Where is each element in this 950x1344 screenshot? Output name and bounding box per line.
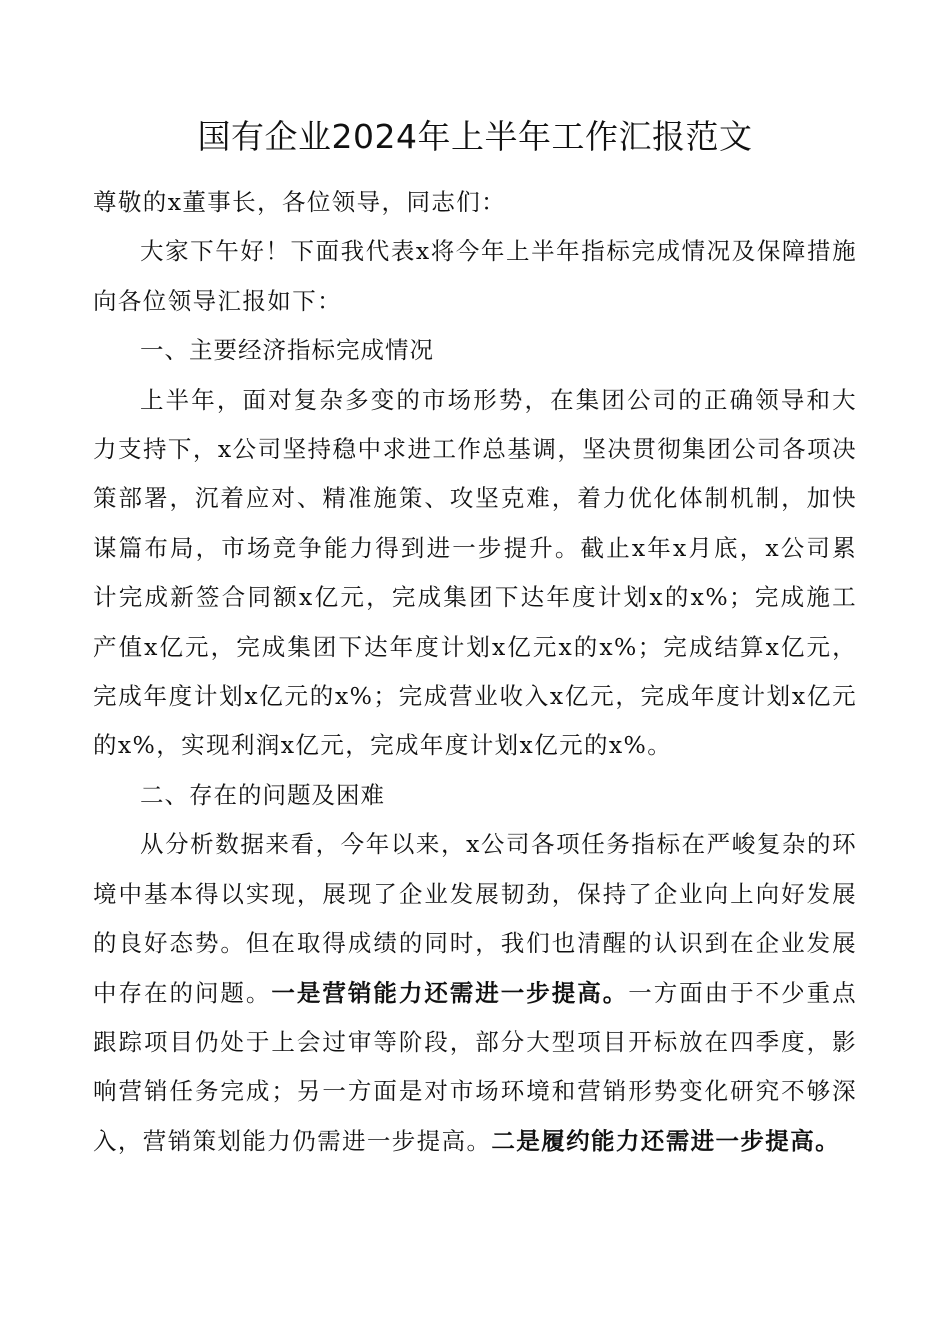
section-2-bold-point-2: 二是履约能力还需进一步提高。 (491, 1126, 841, 1155)
section-1-heading: 一、主要经济指标完成情况 (140, 336, 434, 365)
section-2-paragraph (93, 820, 857, 1166)
section-2-bold-point-1: 一是营销能力还需进一步提高。 (271, 978, 629, 1007)
intro-paragraph: 大家下午好！下面我代表x将今年上半年指标完成情况及保障措施向各位领导汇报如下： (93, 237, 857, 315)
section-2-text-part-1: 从分析数据来看，今年以来，x公司各项任务指标在严峻复杂的环境中基本得以实现，展现了企业发展韧劲，保持了企业向上向好发展的良好态势。但在取得成绩的同时，我们也清醒的认识到在企业发展中存在的问题。 (93, 830, 857, 1007)
document-body (93, 178, 857, 1166)
section-2-text-part-2: 一方面由于不少重点跟踪项目仍处于上会过审等阶段，部分大型项目开标放在四季度，影响营销任务完成；另一方面是对市场环境和营销形势变化研究不够深入，营销策划能力仍需进一步提高。 (93, 978, 857, 1155)
section-1-paragraph: 上半年，面对复杂多变的市场形势，在集团公司的正确领导和大力支持下，x公司坚持稳中求进工作总基调，坚决贯彻集团公司各项决策部署，沉着应对、精准施策、攻坚克难，着力优化体制机制，加快谋篇布局，市场竞争能力得到进一步提升。截止x年x月底，x公司累计完成新签合同额x亿元，完成集团下达年度计划x的x%；完成施工产值x亿元，完成集团下达年度计划x亿元x的x%；完成结算x亿元，完成年度计划x亿元的x%；完成营业收入x亿元，完成年度计划x亿元的x%，实现利润x亿元，完成年度计划x亿元的x%。 (93, 385, 857, 760)
salutation: 尊敬的x董事长，各位领导，同志们： (93, 188, 507, 216)
document-title: 国有企业2024年上半年工作汇报范文 (197, 117, 753, 156)
section-2-heading: 二、存在的问题及困难 (140, 780, 385, 809)
